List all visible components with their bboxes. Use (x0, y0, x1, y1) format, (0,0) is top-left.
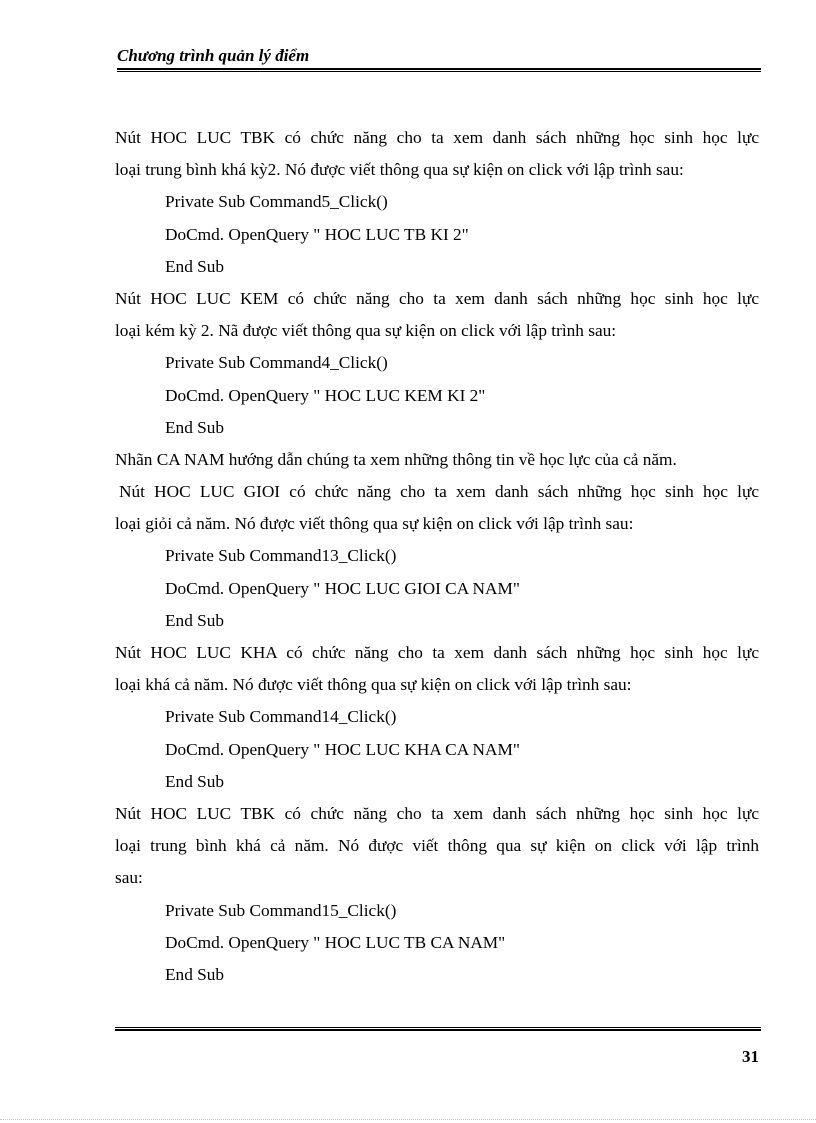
header-title: Chương trình quản lý điểm (117, 46, 310, 65)
paragraph-line: Nút HOC LUC KEM có chức năng cho ta xem danh sách những học sinh học lực (115, 288, 759, 308)
page-edge-divider (0, 1119, 816, 1120)
paragraph-line: loại khá cả năm. Nó được viết thông qua sự kiện on click với lập trình sau: (115, 675, 632, 695)
page-header (117, 45, 761, 72)
code-line: Private Sub Command13_Click() (165, 546, 397, 566)
footer-rule-thick (115, 1029, 761, 1031)
paragraph-line: Nút HOC LUC KHA có chức năng cho ta xem danh sách những học sinh học lực (115, 643, 759, 662)
header-rule-thick (117, 68, 761, 70)
code-line: Private Sub Command14_Click() (165, 707, 397, 727)
paragraph-line: Nút HOC LUC TBK có chức năng cho ta xem danh sách những học sinh học lực (115, 128, 759, 147)
document-body (115, 122, 759, 991)
footer-rule-thin (115, 1027, 761, 1028)
code-line: DoCmd. OpenQuery " HOC LUC KHA CA NAM" (165, 739, 520, 759)
header-rule-thin (117, 71, 761, 72)
paragraph-line: Nút HOC LUC TBK có chức năng cho ta xem danh sách những học sinh học lực (115, 803, 759, 823)
paragraph-line: loại giỏi cả năm. Nó được viết thông qua sự kiện on click với lập trình sau: (115, 514, 634, 534)
code-line: End Sub (165, 964, 225, 984)
code-line: End Sub (165, 256, 225, 276)
paragraph-line: loại trung bình khá cả năm. Nó được viết thông qua sự kiện on click với lập trình (115, 836, 759, 856)
code-line: DoCmd. OpenQuery " HOC LUC TB KI 2" (165, 224, 469, 244)
code-line: DoCmd. OpenQuery " HOC LUC TB CA NAM" (165, 932, 506, 952)
code-line: DoCmd. OpenQuery " HOC LUC KEM KI 2" (165, 385, 486, 405)
page-number: 31 (742, 1047, 759, 1066)
code-line: End Sub (165, 610, 225, 630)
paragraph-line: Nút HOC LUC GIOI có chức năng cho ta xem danh sách những học sinh học lực (119, 482, 759, 502)
code-line: Private Sub Command15_Click() (165, 900, 397, 920)
paragraph-line: sau: (115, 868, 143, 888)
code-line: End Sub (165, 771, 225, 791)
paragraph-line: loại kém kỳ 2. Nã được viết thông qua sự kiện on click với lập trình sau: (115, 321, 617, 341)
page-footer (115, 1027, 761, 1031)
code-line: Private Sub Command5_Click() (165, 192, 388, 212)
code-line: DoCmd. OpenQuery " HOC LUC GIOI CA NAM" (165, 578, 520, 598)
code-line: End Sub (165, 417, 225, 437)
paragraph-line: Nhãn CA NAM hướng dẫn chúng ta xem những thông tin về học lực của cả năm. (115, 449, 677, 469)
code-line: Private Sub Command4_Click() (165, 353, 388, 373)
paragraph-line: loại trung bình khá kỳ2. Nó được viết thông qua sự kiện on click với lập trình sau: (115, 160, 684, 180)
